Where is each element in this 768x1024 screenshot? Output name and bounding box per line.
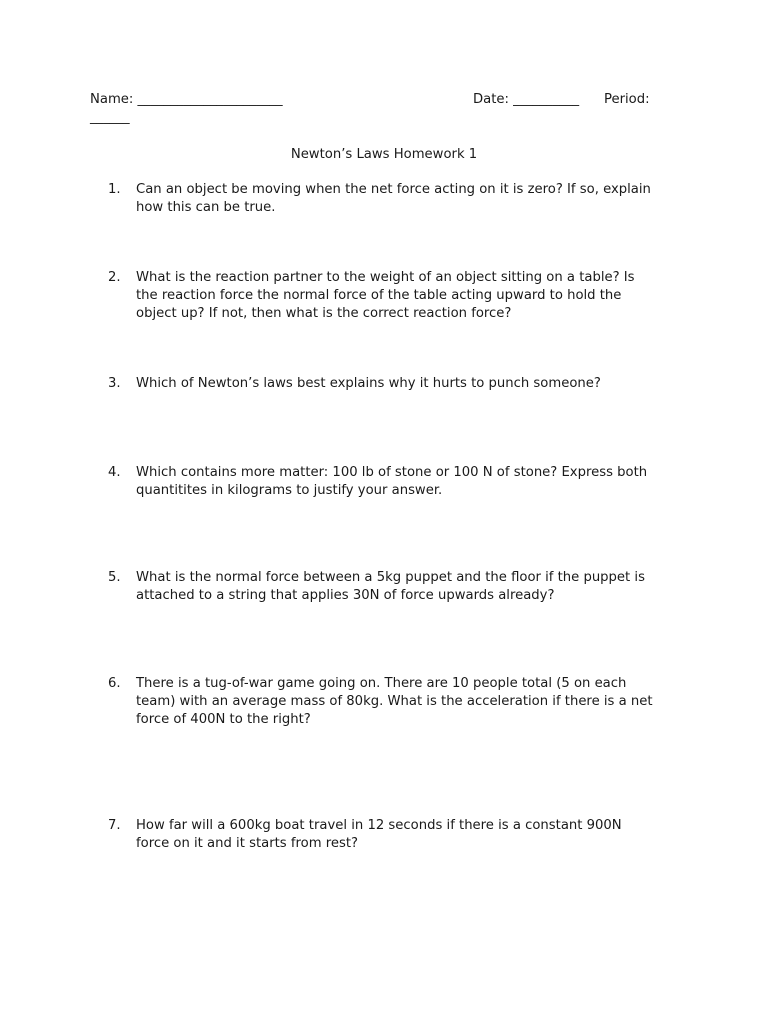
question-line: force on it and it starts from rest? <box>136 836 359 851</box>
question-line: object up? If not, then what is the correct reaction force? <box>136 306 512 321</box>
question-line: team) with an average mass of 80kg. What is the acceleration if there is a net <box>136 694 653 709</box>
question-number: 6. <box>108 676 121 691</box>
question-line: Which of Newton’s laws best explains why it hurts to punch someone? <box>136 376 601 391</box>
question-line: how this can be true. <box>136 200 276 215</box>
question-number: 2. <box>108 270 121 285</box>
question-line: quantitites in kilograms to justify your answer. <box>136 483 443 498</box>
question-text <box>136 375 686 393</box>
question-line: attached to a string that applies 30N of force upwards already? <box>136 588 555 603</box>
header-row <box>90 91 680 109</box>
question-number: 3. <box>108 376 121 391</box>
period-field-label: Period: <box>604 92 650 107</box>
question-line: How far will a 600kg boat travel in 12 seconds if there is a constant 900N <box>136 818 622 833</box>
question-text <box>136 269 686 323</box>
question-line: There is a tug-of-war game going on. There are 10 people total (5 on each <box>136 676 627 691</box>
name-field-label: Name: ______________________ <box>90 92 283 107</box>
question-text <box>136 181 686 217</box>
question-line: force of 400N to the right? <box>136 712 311 727</box>
question-text <box>136 464 686 500</box>
page-title: Newton’s Laws Homework 1 <box>290 147 478 162</box>
question-text <box>136 817 686 853</box>
question-line: Which contains more matter: 100 lb of stone or 100 N of stone? Express both <box>136 465 648 480</box>
question-text <box>136 675 686 729</box>
question-number: 4. <box>108 465 121 480</box>
question-line: the reaction force the normal force of the table acting upward to hold the <box>136 288 622 303</box>
date-field-label: Date: __________ <box>473 92 580 107</box>
question-number: 7. <box>108 818 121 833</box>
question-line: What is the reaction partner to the weight of an object sitting on a table? Is <box>136 270 635 285</box>
question-number: 5. <box>108 570 121 585</box>
question-line: What is the normal force between a 5kg puppet and the floor if the puppet is <box>136 570 645 585</box>
period-field-blank: ______ <box>90 110 130 125</box>
question-line: Can an object be moving when the net force acting on it is zero? If so, explain <box>136 182 651 197</box>
question-number: 1. <box>108 182 121 197</box>
question-text <box>136 569 686 605</box>
